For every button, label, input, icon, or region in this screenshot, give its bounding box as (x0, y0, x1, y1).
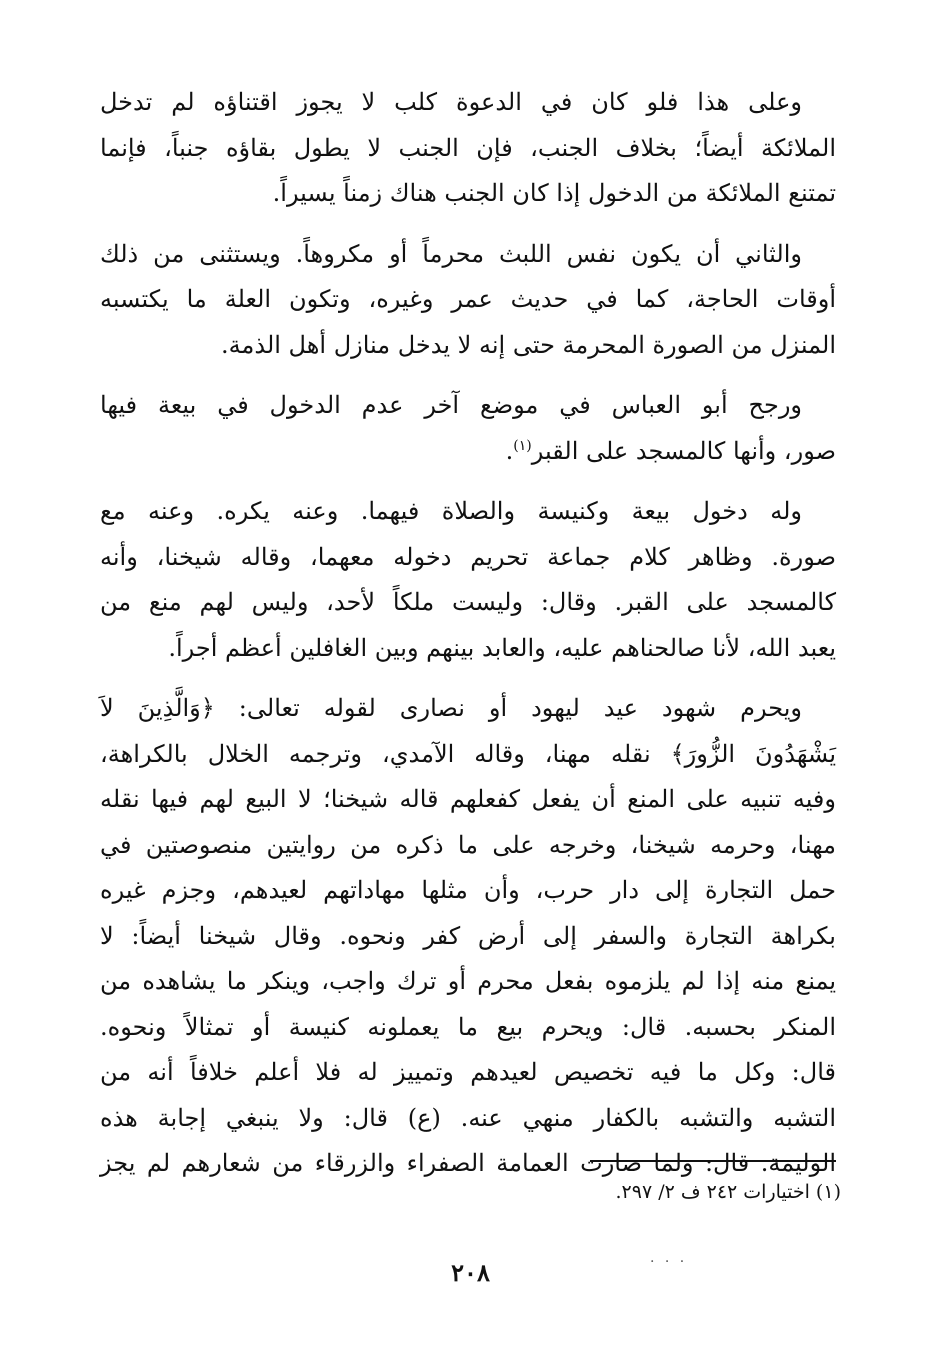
text-line: يمنع منه إذا لم يلزموه بفعل محرم أو ترك واجب، وينكر ما يشاهده من (100, 967, 836, 995)
text-line: يَشْهَدُونَ الزُّورَ﴾ نقله مهنا، وقاله الآمدي، وترجمه الخلال بالكراهة، (100, 739, 836, 768)
text-line: يعبد الله، لأنا صالحناهم عليه، والعابد بينهم وبين الغافلين أعظم أجراً. (168, 633, 836, 662)
text-line: تمتنع الملائكة من الدخول إذا كان الجنب هناك زمناً يسيراً. (272, 179, 836, 207)
paragraph-2 (100, 232, 836, 369)
text-line: المنزل من الصورة المحرمة حتى إنه لا يدخل منازل أهل الذمة. (221, 330, 836, 359)
main-text (100, 80, 836, 1202)
text-line: وله دخول بيعة وكنيسة والصلاة فيهما. وعنه يكره. وعنه مع (100, 497, 802, 525)
paragraph-4 (100, 489, 836, 671)
page-number: ٢٠٨ (451, 1258, 490, 1287)
text-line: قال: وكل ما فيه تخصيص لعيدهم وتمييز له فلا أعلم خلافاً أنه من (100, 1058, 836, 1086)
sentence-end: . (505, 436, 514, 465)
paragraph-3 (100, 383, 836, 474)
text-line: مهنا، وحرمه شيخنا، وخرجه على ما ذكره من روايتين منصوصتين في (100, 830, 836, 859)
text-line: والثاني أن يكون نفس اللبث محرماً أو مكروهاً. ويستثنى من ذلك (100, 239, 802, 268)
text-line: الملائكة أيضاً؛ بخلاف الجنب، فإن الجنب لا يطول بقاؤه جنباً، فإنما (100, 133, 836, 162)
paragraph-1 (100, 80, 836, 217)
text-line: حمل التجارة إلى دار حرب، وأن مثلها مهاداتهم لعيدهم، وجزم غيره (100, 876, 836, 904)
text-line: أوقات الحاجة، كما في حديث عمر وغيره، وتكون العلة ما يكتسبه (100, 285, 836, 313)
footnote-marker[interactable]: (١) (513, 437, 532, 454)
text-line: المنكر بحسبه. قال: ويحرم بيع ما يعملونه كنيسة أو تمثالاً ونحوه. (100, 1012, 836, 1041)
text-line-content: صور، وأنها كالمسجد على القبر (531, 436, 836, 465)
scan-speck: · · · (650, 1254, 688, 1270)
text-line: وعلى هذا فلو كان في الدعوة كلب لا يجوز اقتناؤه لم تدخل (100, 88, 803, 116)
text-line: وفيه تنبيه على المنع أن يفعل كفعلهم قاله شيخنا؛ لا البيع لهم فيها نقله (100, 785, 836, 813)
text-line: صورة. وظاهر كلام جماعة تحريم دخوله معهما، وقاله شيخنا، وأنه (100, 542, 836, 571)
text-line: ورجح أبو العباس في موضع آخر عدم الدخول في بيعة فيها (100, 391, 802, 419)
text-line: ويحرم شهود عيد ليهود أو نصارى لقوله تعالى: ﴿وَالَّذِينَ لاَ (100, 694, 802, 722)
text-line (100, 429, 836, 475)
text-line: بكراهة التجارة والسفر إلى أرض كفر ونحوه. وقال شيخنا أيضاً: لا (100, 921, 836, 950)
footnote: (١) اختيارات ٢٤٢ ف ٢/ ٢٩٧. (615, 1181, 841, 1203)
footnote-divider (590, 1160, 836, 1162)
text-line: الوليمة. قال: ولما صارت العمامة الصفراء والزرقاء من شعارهم لم يجز (100, 1149, 836, 1177)
text-line: كالمسجد على القبر. وقال: وليست ملكاً لأحد، وليس لهم منع من (100, 588, 836, 616)
paragraph-5 (100, 686, 836, 1187)
text-line: التشبه والتشبه بالكفار منهي عنه. (ع) قال: ولا ينبغي إجابة هذه (100, 1103, 836, 1132)
